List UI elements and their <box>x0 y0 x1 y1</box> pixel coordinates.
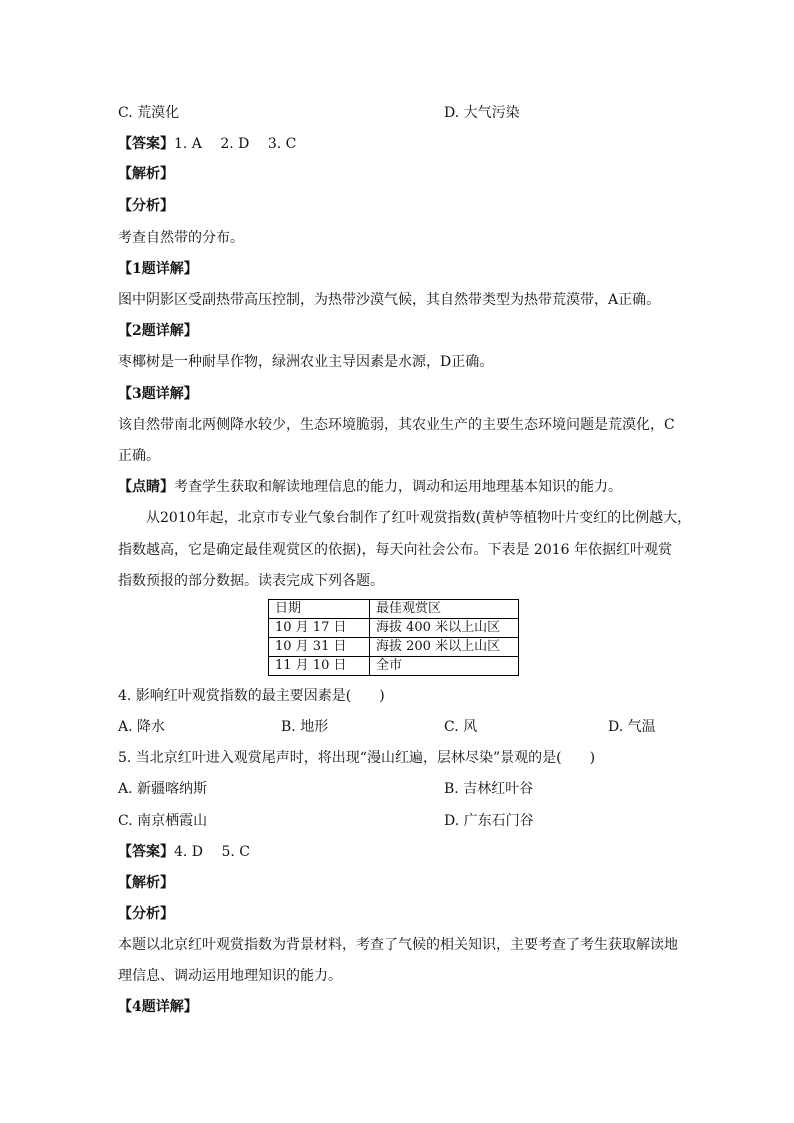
answer-line-1 <box>118 134 296 154</box>
fenxi-heading: 【分析】 <box>118 198 174 214</box>
fenxi-text-1: 本题以北京红叶观赏指数为背景材料，考查了气候的相关知识，主要考查了考生获取解读地 <box>118 937 678 953</box>
table-header-row <box>269 600 519 619</box>
q5-option-c: C. 南京栖霞山 <box>118 813 208 829</box>
table-cell: 10 月 17 日 <box>269 619 370 638</box>
q2-detail-text: 枣椰树是一种耐旱作物，绿洲农业主导因素是水源，D正确。 <box>118 354 494 370</box>
q4-option-b: B. 地形 <box>281 719 329 735</box>
table-row <box>269 638 519 657</box>
answer-text: 1. A 2. D 3. C <box>174 136 297 152</box>
answer-label: 【答案】 <box>118 136 174 152</box>
table-cell: 海拔 200 米以上山区 <box>370 638 519 657</box>
analysis-heading: 【解析】 <box>118 875 174 891</box>
dianjing-line <box>118 477 622 497</box>
q2-detail-heading: 【2题详解】 <box>118 323 198 339</box>
passage-line-1: 从2010年起，北京市专业气象台制作了红叶观赏指数(黄栌等植物叶片变红的比例越大， <box>146 510 692 526</box>
q1-detail-heading: 【1题详解】 <box>118 261 198 277</box>
dianjing-text: 考查学生获取和解读地理信息的能力，调动和运用地理基本知识的能力。 <box>174 479 622 495</box>
table-cell: 海拔 400 米以上山区 <box>370 619 519 638</box>
table-row <box>269 657 519 676</box>
fenxi-text-2: 理信息、调动运用地理知识的能力。 <box>118 968 342 984</box>
passage-line-2: 指数越高，它是确定最佳观赏区的依据)，每天向社会公布。下表是 2016 年依据红叶观赏 <box>118 542 672 558</box>
q4-stem: 4. 影响红叶观赏指数的最主要因素是( ) <box>118 688 385 704</box>
answer-line-2 <box>118 842 250 862</box>
q3-detail-text-2: 正确。 <box>118 448 160 464</box>
table-header-cell: 最佳观赏区 <box>370 600 519 619</box>
q5-option-a: A. 新疆喀纳斯 <box>118 781 208 797</box>
q1-detail-text: 图中阴影区受副热带高压控制，为热带沙漠气候，其自然带类型为热带荒漠带，A正确。 <box>118 292 661 308</box>
q5-option-b: B. 吉林红叶谷 <box>444 781 534 797</box>
q5-stem: 5. 当北京红叶进入观赏尾声时，将出现“漫山红遍，层林尽染”景观的是( ) <box>118 750 596 766</box>
table-cell: 全市 <box>370 657 519 676</box>
q4-detail-heading: 【4题详解】 <box>118 999 198 1015</box>
red-leaf-table <box>268 599 519 676</box>
table-header-cell: 日期 <box>269 600 370 619</box>
q4-option-a: A. 降水 <box>118 719 166 735</box>
option-d: D. 大气污染 <box>444 105 520 121</box>
passage-line-3: 指数预报的部分数据。读表完成下列各题。 <box>118 573 384 589</box>
q3-detail-text-1: 该自然带南北两侧降水较少，生态环境脆弱，其农业生产的主要生态环境问题是荒漠化，C <box>118 417 675 433</box>
table-cell: 11 月 10 日 <box>269 657 370 676</box>
q4-option-c: C. 风 <box>444 719 478 735</box>
table-cell: 10 月 31 日 <box>269 638 370 657</box>
table-row <box>269 619 519 638</box>
dianjing-label: 【点睛】 <box>118 479 174 495</box>
analysis-heading: 【解析】 <box>118 166 174 182</box>
answer-label: 【答案】 <box>118 844 174 860</box>
q5-option-d: D. 广东石门谷 <box>444 813 534 829</box>
answer-text: 4. D 5. C <box>174 844 251 860</box>
fenxi-heading: 【分析】 <box>118 906 174 922</box>
q4-option-d: D. 气温 <box>608 719 656 735</box>
q3-detail-heading: 【3题详解】 <box>118 386 198 402</box>
option-c: C. 荒漠化 <box>118 105 180 121</box>
fenxi-text: 考查自然带的分布。 <box>118 230 244 246</box>
